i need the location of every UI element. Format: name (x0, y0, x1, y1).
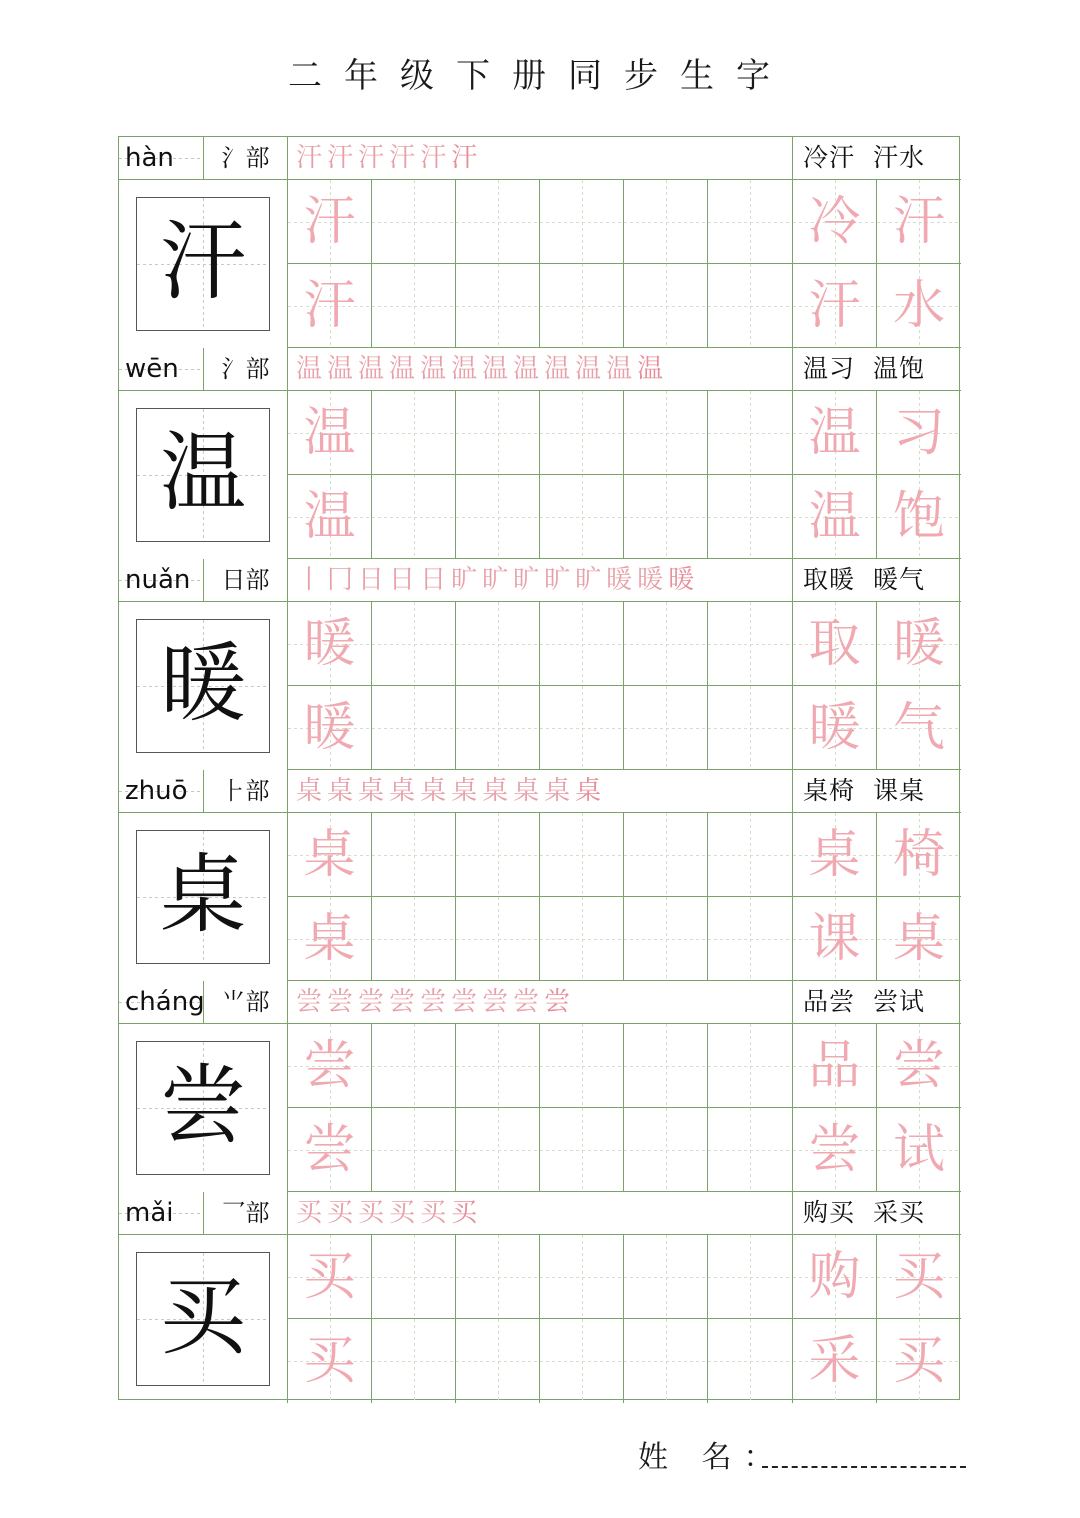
stroke-step: 温 (606, 354, 633, 384)
stroke-step: 温 (575, 354, 602, 384)
word-practice-grid (793, 180, 961, 348)
word: 取暖 (803, 565, 856, 594)
writing-cell[interactable] (708, 686, 793, 770)
word-trace-cell[interactable]: 购 (793, 1235, 877, 1319)
stroke-step: 温 (327, 354, 354, 384)
stroke-step: 旷 (513, 565, 540, 595)
stroke-step: 冂 (327, 565, 354, 595)
stroke-step: 日 (389, 565, 416, 595)
model-character-box (119, 813, 288, 981)
stroke-step: 尝 (420, 987, 447, 1017)
stroke-order (288, 981, 793, 1023)
trace-cell[interactable]: 温 (288, 391, 372, 475)
radical: 乛部 (204, 1192, 288, 1234)
radical: ⺌部 (204, 981, 288, 1023)
writing-cell[interactable] (708, 1235, 793, 1319)
stroke-step: 尝 (513, 987, 540, 1017)
word-trace-cell[interactable]: 习 (877, 391, 961, 475)
writing-cell[interactable] (708, 475, 793, 559)
radical: 氵部 (204, 137, 288, 179)
radical: 日部 (204, 559, 288, 601)
trace-cell[interactable]: 汗 (288, 180, 372, 264)
stroke-step: 温 (296, 354, 323, 384)
pinyin: wēn (119, 348, 204, 390)
word: 品尝 (803, 987, 856, 1016)
practice-grid (288, 1235, 793, 1403)
model-character-box (119, 180, 288, 348)
writing-cell[interactable] (540, 1319, 624, 1403)
word-practice-grid (793, 813, 961, 981)
writing-cell[interactable] (456, 1319, 540, 1403)
writing-cell[interactable] (624, 180, 708, 264)
character-header-row (119, 137, 961, 180)
stroke-step: 暖 (668, 565, 695, 595)
writing-cell[interactable] (540, 180, 624, 264)
word-trace-cell[interactable]: 温 (793, 391, 877, 475)
writing-cell[interactable] (708, 1319, 793, 1403)
trace-cell[interactable]: 暖 (288, 686, 372, 770)
stroke-step: 温 (637, 354, 664, 384)
stroke-step: 桌 (513, 776, 540, 806)
trace-cell[interactable]: 尝 (288, 1024, 372, 1108)
writing-cell[interactable] (456, 1235, 540, 1319)
word: 尝试 (873, 987, 926, 1016)
writing-cell[interactable] (540, 1235, 624, 1319)
writing-cell[interactable] (708, 1108, 793, 1192)
stroke-step: 买 (327, 1198, 354, 1228)
name-label: 姓 名： (638, 1440, 786, 1475)
model-character-box (119, 391, 288, 559)
practice-grid (288, 391, 793, 559)
stroke-step: 桌 (389, 776, 416, 806)
character-header-row (119, 1192, 961, 1235)
stroke-step: 汗 (296, 143, 323, 173)
writing-cell[interactable] (540, 391, 624, 475)
character-block (119, 1192, 961, 1403)
writing-cell[interactable] (456, 264, 540, 348)
writing-cell[interactable] (624, 813, 708, 897)
stroke-step: 温 (389, 354, 416, 384)
word: 采买 (873, 1198, 926, 1227)
model-character-box (119, 602, 288, 770)
character-header-row (119, 559, 961, 602)
word-trace-cell[interactable]: 桌 (877, 897, 961, 981)
writing-cell[interactable] (372, 264, 456, 348)
word-practice-grid (793, 602, 961, 770)
stroke-step: 桌 (296, 776, 323, 806)
writing-cell[interactable] (708, 391, 793, 475)
writing-cell[interactable] (624, 686, 708, 770)
writing-cell[interactable] (372, 180, 456, 264)
stroke-step: 汗 (327, 143, 354, 173)
example-words (793, 770, 971, 812)
writing-cell[interactable] (372, 1024, 456, 1108)
writing-cell[interactable] (372, 1108, 456, 1192)
writing-cell[interactable] (708, 264, 793, 348)
word-practice-grid (793, 1024, 961, 1192)
writing-cell[interactable] (624, 391, 708, 475)
writing-cell[interactable] (540, 813, 624, 897)
character-block (119, 348, 961, 559)
word-trace-cell[interactable]: 汗 (877, 180, 961, 264)
example-words (793, 137, 971, 179)
word-trace-cell[interactable]: 汗 (793, 264, 877, 348)
writing-cell[interactable] (456, 602, 540, 686)
writing-cell[interactable] (708, 602, 793, 686)
stroke-step: 温 (420, 354, 447, 384)
writing-cell[interactable] (372, 1235, 456, 1319)
character-block (119, 770, 961, 981)
writing-cell[interactable] (624, 1319, 708, 1403)
stroke-step: 买 (451, 1198, 478, 1228)
word-trace-cell[interactable]: 水 (877, 264, 961, 348)
word-trace-cell[interactable]: 试 (877, 1108, 961, 1192)
writing-cell[interactable] (624, 1108, 708, 1192)
stroke-step: 桌 (482, 776, 509, 806)
page-title: 二年级下册同步生字 (288, 56, 792, 96)
word: 温习 (803, 354, 856, 383)
writing-cell[interactable] (456, 180, 540, 264)
practice-grid (288, 602, 793, 770)
pinyin: mǎi (119, 1192, 204, 1234)
writing-cell[interactable] (540, 475, 624, 559)
stroke-step: 尝 (544, 987, 571, 1017)
character-block (119, 137, 961, 348)
stroke-step: 汗 (358, 143, 385, 173)
writing-cell[interactable] (456, 475, 540, 559)
word-trace-cell[interactable]: 取 (793, 602, 877, 686)
word-trace-cell[interactable]: 桌 (793, 813, 877, 897)
model-character: 暖 (136, 619, 270, 753)
word-trace-cell[interactable]: 气 (877, 686, 961, 770)
word: 冷汗 (803, 143, 856, 172)
stroke-step: 尝 (327, 987, 354, 1017)
stroke-step: 桌 (358, 776, 385, 806)
trace-cell[interactable]: 桌 (288, 813, 372, 897)
stroke-step: 尝 (389, 987, 416, 1017)
stroke-order (288, 1192, 793, 1234)
stroke-step: 尝 (296, 987, 323, 1017)
stroke-order (288, 348, 793, 390)
trace-cell[interactable]: 暖 (288, 602, 372, 686)
model-character: 汗 (136, 197, 270, 331)
writing-cell[interactable] (624, 1024, 708, 1108)
stroke-step: 买 (389, 1198, 416, 1228)
stroke-step: 买 (420, 1198, 447, 1228)
stroke-step: 尝 (451, 987, 478, 1017)
stroke-step: 桌 (544, 776, 571, 806)
character-block (119, 559, 961, 770)
stroke-step: 买 (296, 1198, 323, 1228)
word: 暖气 (873, 565, 926, 594)
stroke-step: 旷 (482, 565, 509, 595)
writing-cell[interactable] (456, 813, 540, 897)
trace-cell[interactable]: 温 (288, 475, 372, 559)
writing-cell[interactable] (708, 1024, 793, 1108)
writing-cell[interactable] (708, 813, 793, 897)
writing-cell[interactable] (540, 686, 624, 770)
example-words (793, 348, 971, 390)
writing-cell[interactable] (372, 475, 456, 559)
character-block (119, 981, 961, 1192)
writing-cell[interactable] (372, 1319, 456, 1403)
pinyin: nuǎn (119, 559, 204, 601)
pinyin: zhuō (119, 770, 204, 812)
trace-cell[interactable]: 汗 (288, 264, 372, 348)
example-words (793, 559, 971, 601)
writing-cell[interactable] (624, 602, 708, 686)
stroke-step: 尝 (358, 987, 385, 1017)
stroke-step: 暖 (637, 565, 664, 595)
radical: 氵部 (204, 348, 288, 390)
stroke-step: 日 (358, 565, 385, 595)
stroke-step: 买 (358, 1198, 385, 1228)
writing-cell[interactable] (624, 475, 708, 559)
word-trace-cell[interactable]: 椅 (877, 813, 961, 897)
stroke-step: 旷 (544, 565, 571, 595)
stroke-step: 尝 (482, 987, 509, 1017)
stroke-step: 汗 (389, 143, 416, 173)
word-trace-cell[interactable]: 温 (793, 475, 877, 559)
word-trace-cell[interactable]: 尝 (877, 1024, 961, 1108)
word-practice-grid (793, 391, 961, 559)
radical: ⺊部 (204, 770, 288, 812)
writing-cell[interactable] (372, 602, 456, 686)
stroke-step: 桌 (575, 776, 602, 806)
writing-cell[interactable] (372, 897, 456, 981)
word: 汗水 (873, 143, 926, 172)
writing-cell[interactable] (372, 391, 456, 475)
writing-cell[interactable] (372, 813, 456, 897)
stroke-step: 温 (544, 354, 571, 384)
character-header-row (119, 981, 961, 1024)
practice-sheet (118, 136, 960, 1400)
stroke-order (288, 137, 793, 179)
writing-cell[interactable] (456, 897, 540, 981)
stroke-step: 暖 (606, 565, 633, 595)
practice-grid (288, 180, 793, 348)
word-trace-cell[interactable]: 买 (877, 1319, 961, 1403)
writing-cell[interactable] (540, 1108, 624, 1192)
writing-cell[interactable] (624, 264, 708, 348)
stroke-step: 桌 (327, 776, 354, 806)
character-header-row (119, 770, 961, 813)
stroke-step: 汗 (420, 143, 447, 173)
word-trace-cell[interactable]: 买 (877, 1235, 961, 1319)
model-character: 买 (136, 1252, 270, 1386)
word-trace-cell[interactable]: 课 (793, 897, 877, 981)
writing-cell[interactable] (624, 897, 708, 981)
writing-cell[interactable] (540, 1024, 624, 1108)
character-header-row (119, 348, 961, 391)
word-trace-cell[interactable]: 尝 (793, 1108, 877, 1192)
word-practice-grid (793, 1235, 961, 1403)
model-character: 尝 (136, 1041, 270, 1175)
stroke-step: 温 (358, 354, 385, 384)
writing-cell[interactable] (456, 686, 540, 770)
word-trace-cell[interactable]: 饱 (877, 475, 961, 559)
model-character-box (119, 1024, 288, 1192)
word-trace-cell[interactable]: 采 (793, 1319, 877, 1403)
word: 桌椅 (803, 776, 856, 805)
writing-cell[interactable] (456, 1024, 540, 1108)
writing-cell[interactable] (540, 897, 624, 981)
trace-cell[interactable]: 买 (288, 1235, 372, 1319)
stroke-step: 旷 (451, 565, 478, 595)
stroke-step: 温 (451, 354, 478, 384)
word: 温饱 (873, 354, 926, 383)
model-character: 温 (136, 408, 270, 542)
model-character: 桌 (136, 830, 270, 964)
example-words (793, 981, 971, 1023)
word: 购买 (803, 1198, 856, 1227)
stroke-step: 温 (482, 354, 509, 384)
name-input-line[interactable] (762, 1466, 966, 1468)
writing-cell[interactable] (372, 686, 456, 770)
writing-cell[interactable] (708, 897, 793, 981)
model-character-box (119, 1235, 288, 1403)
stroke-step: 丨 (296, 565, 323, 595)
stroke-order (288, 559, 793, 601)
practice-grid (288, 1024, 793, 1192)
writing-cell[interactable] (456, 391, 540, 475)
word: 课桌 (873, 776, 926, 805)
trace-cell[interactable]: 桌 (288, 897, 372, 981)
writing-cell[interactable] (708, 180, 793, 264)
stroke-order (288, 770, 793, 812)
trace-cell[interactable]: 买 (288, 1319, 372, 1403)
writing-cell[interactable] (456, 1108, 540, 1192)
stroke-step: 桌 (451, 776, 478, 806)
writing-cell[interactable] (540, 264, 624, 348)
stroke-step: 桌 (420, 776, 447, 806)
trace-cell[interactable]: 尝 (288, 1108, 372, 1192)
writing-cell[interactable] (540, 602, 624, 686)
example-words (793, 1192, 971, 1234)
word-trace-cell[interactable]: 暖 (877, 602, 961, 686)
word-trace-cell[interactable]: 品 (793, 1024, 877, 1108)
practice-grid (288, 813, 793, 981)
pinyin: hàn (119, 137, 204, 179)
stroke-step: 温 (513, 354, 540, 384)
word-trace-cell[interactable]: 暖 (793, 686, 877, 770)
word-trace-cell[interactable]: 冷 (793, 180, 877, 264)
stroke-step: 日 (420, 565, 447, 595)
stroke-step: 汗 (451, 143, 478, 173)
pinyin: cháng (119, 981, 204, 1023)
stroke-step: 旷 (575, 565, 602, 595)
writing-cell[interactable] (624, 1235, 708, 1319)
